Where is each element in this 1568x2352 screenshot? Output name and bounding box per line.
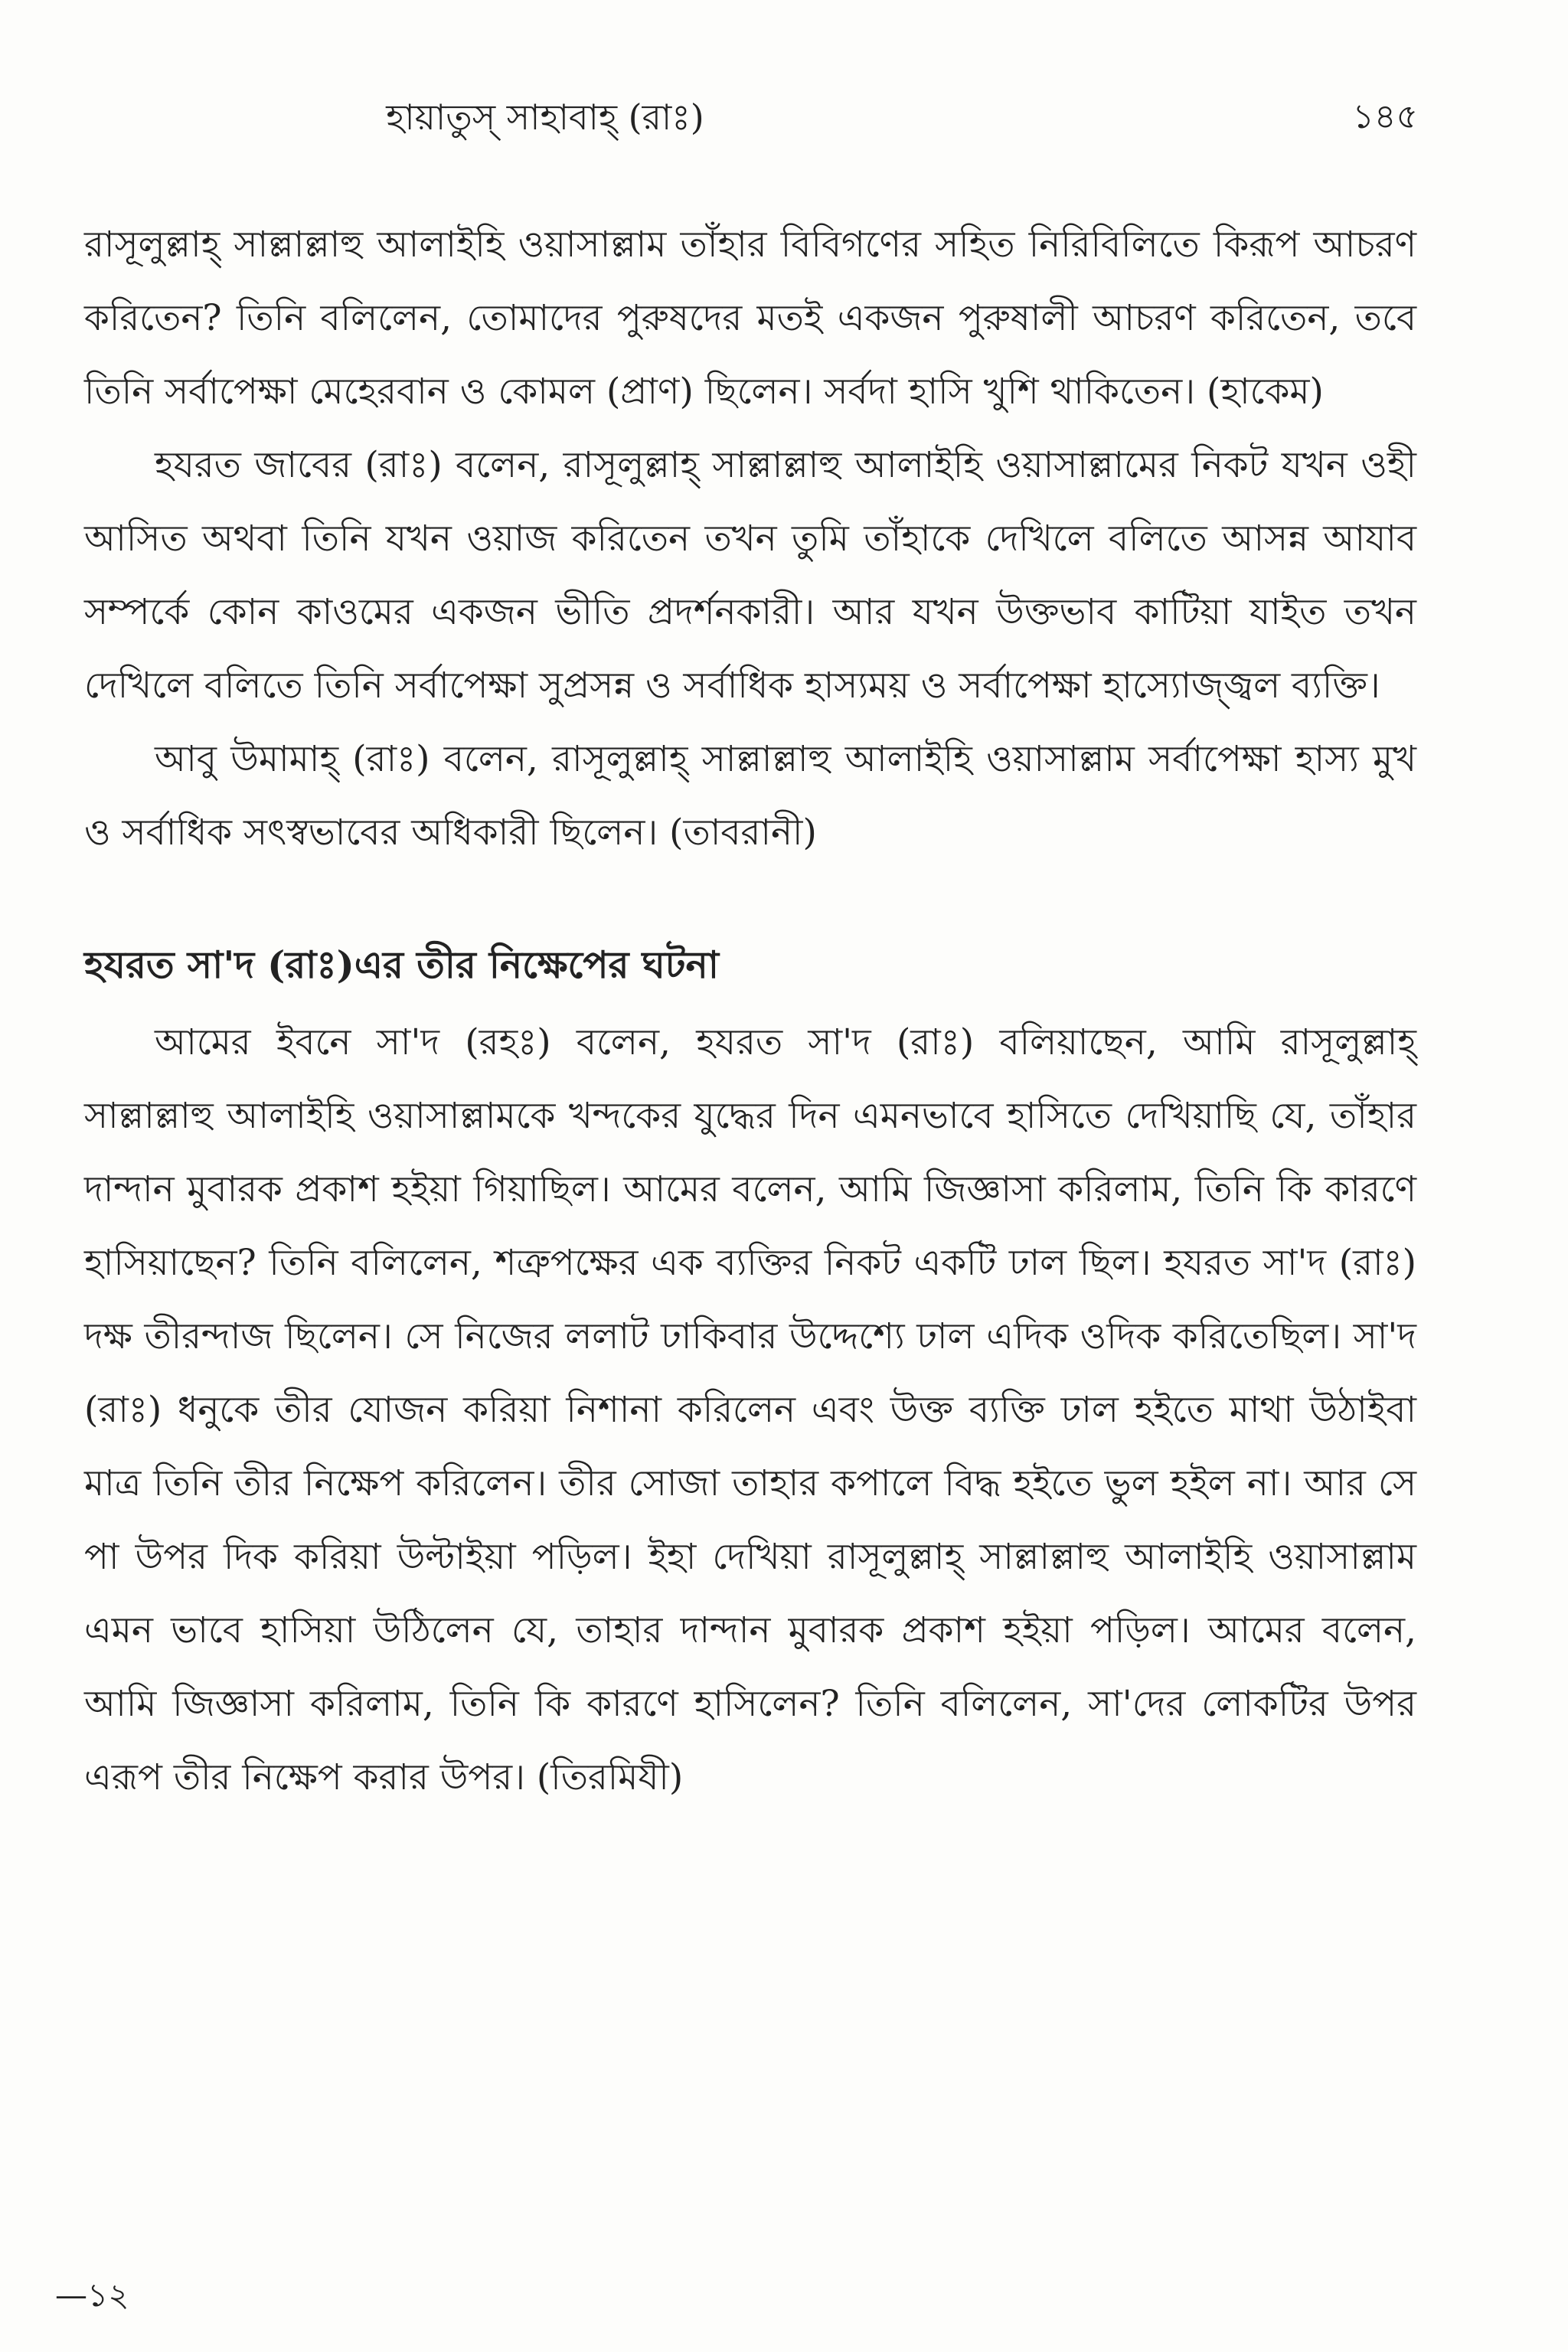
paragraph-hakem: রাসূলুল্লাহ্ সাল্লাল্লাহু আলাইহি ওয়াসাল্লাম তাঁহার বিবিগণের সহিত নিরিবিলিতে কিরূপ আচরণ করিতেন? তিনি বলিলেন, তোমাদের পুরুষদের মতই একজন পুরুষালী আচরণ করিতেন, তবে তিনি সর্বাপেক্ষা মেহেরবান ও কোমল (প্রাণ) ছিলেন। সর্বদা হাসি খুশি থাকিতেন। (হাকেম) xyxy=(84,224,1416,413)
signature-mark: —১২ xyxy=(55,2276,129,2314)
running-title: হায়াতুস্ সাহাবাহ্ (রাঃ) xyxy=(386,96,704,138)
paragraph-abu-umamah: আবু উমামাহ্ (রাঃ) বলেন, রাসূলুল্লাহ্ সাল্লাল্লাহু আলাইহি ওয়াসাল্লাম সর্বাপেক্ষা হাস্য মুখ ও সর্বাধিক সৎস্বভাবের অধিকারী ছিলেন। (তাবরানী) xyxy=(84,738,1416,854)
page-number: ১৪৫ xyxy=(1352,97,1418,136)
paragraph-saad-story: আমের ইবনে সা'দ (রহঃ) বলেন, হযরত সা'দ (রাঃ) বলিয়াছেন, আমি রাসূলুল্লাহ্ সাল্লাল্লাহু আলাইহি ওয়াসাল্লামকে খন্দকের যুদ্ধের দিন এমনভাবে হাসিতে দেখিয়াছি যে, তাঁহার দান্দান মুবারক প্রকাশ হইয়া গিয়াছিল। আমের বলেন, আমি জিজ্ঞাসা করিলাম, তিনি কি কারণে হাসিয়াছেন? তিনি বলিলেন, শত্রুপক্ষের এক ব্যক্তির নিকট একটি ঢাল ছিল। হযরত সা'দ (রাঃ) দক্ষ তীরন্দাজ ছিলেন। সে নিজের ললাট ঢাকিবার উদ্দেশ্যে ঢাল এদিক ওদিক করিতেছিল। সা'দ (রাঃ) ধনুকে তীর যোজন করিয়া নিশানা করিলেন এবং উক্ত ব্যক্তি ঢাল হইতে মাথা উঠাইবা মাত্র তিনি তীর নিক্ষেপ করিলেন। তীর সোজা তাহার কপালে বিদ্ধ হইতে ভুল হইল না। আর সে পা উপর দিক করিয়া উল্টাইয়া পড়িল। ইহা দেখিয়া রাসূলুল্লাহ্ সাল্লাল্লাহু আলাইহি ওয়াসাল্লাম এমন ভাবে হাসিয়া উঠিলেন যে, তাহার দান্দান মুবারক প্রকাশ হইয়া পড়িল। আমের বলেন, আমি জিজ্ঞাসা করিলাম, তিনি কি কারণে হাসিলেন? তিনি বলিলেন, সা'দের লোকটির উপর এরূপ তীর নিক্ষেপ করার উপর। (তিরমিযী) xyxy=(84,1021,1416,1798)
section-heading: হযরত সা'দ (রাঃ)এর তীর নিক্ষেপের ঘটনা xyxy=(84,942,719,987)
body-text xyxy=(84,208,1416,1815)
running-header xyxy=(0,90,1568,144)
paragraph-jaber: হযরত জাবের (রাঃ) বলেন, রাসূলুল্লাহ্ সাল্লাল্লাহু আলাইহি ওয়াসাল্লামের নিকট যখন ওহী আসিত অথবা তিনি যখন ওয়াজ করিতেন তখন তুমি তাঁহাকে দেখিলে বলিতে আসন্ন আযাব সম্পর্কে কোন কাওমের একজন ভীতি প্রদর্শনকারী। আর যখন উক্তভাব কাটিয়া যাইত তখন দেখিলে বলিতে তিনি সর্বাপেক্ষা সুপ্রসন্ন ও সর্বাধিক হাস্যময় ও সর্বাপেক্ষা হাস্যোজ্জ্বল ব্যক্তি। xyxy=(84,444,1416,707)
